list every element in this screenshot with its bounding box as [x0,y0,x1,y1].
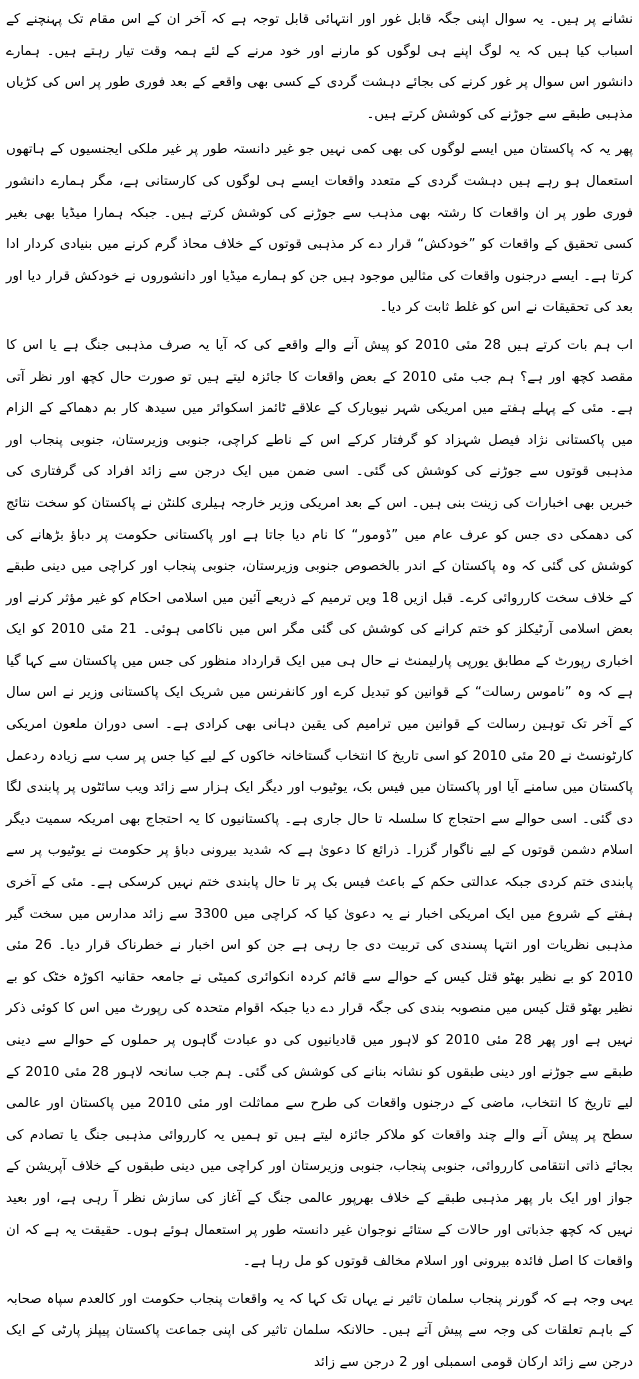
article-paragraph: پھر یہ کہ پاکستان میں ایسے لوگوں کی بھی کمی نہیں جو غیر دانستہ طور پر غیر ملکی ایجنسیوں کے ہاتھوں استعمال ہو رہے ہیں دہشت گردی کے متعدد واقعات ایسے ہی لوگوں کی کارستانی ہے، مگر ہمارے دانشور فوری طور پر ان واقعات کا رشتہ بھی مذہب سے جوڑنے کی کوشش کرتے ہیں۔ جبکہ ہمارا میڈیا بھی بغیر کسی تحقیق کے واقعات کو ”خودکش“ قرار دے کر مذہبی قوتوں کے خلاف محاذ گرم کرنے میں بنیادی کردار ادا کرتا ہے۔ ایسے درجنوں واقعات کی مثالیں موجود ہیں جن کو ہمارے میڈیا اور دانشوروں نے خودکش قرار دیا اور بعد کی تحقیقات نے اس کو غلط ثابت کر دیا۔ [6,142,633,316]
article-paragraph: اب ہم بات کرتے ہیں 28 مئی 2010 کو پیش آنے والے واقعے کی کہ آیا یہ صرف مذہبی جنگ ہے یا اس کا مقصد کچھ اور ہے؟ ہم جب مئی 2010 کے بعض واقعات کا جائزہ لیتے ہیں تو صورت حال کچھ اور نظر آتی ہے۔ مئی کے پہلے ہفتے میں امریکی شہر نیویارک کے علاقے ٹائمز اسکوائر میں سیدھ کار بم دھماکے کے الزام میں پاکستانی نژاد فیصل شہزاد کو گرفتار کرکے اس کے ناطے کراچی، جنوبی وزیرستان، جنوبی پنجاب اور مذہبی قوتوں سے جوڑنے کی کوشش کی گئی۔ اسی ضمن میں ایک درجن سے زائد افراد کی گرفتاری کی خبریں بھی اخبارات کی زینت بنی ہیں۔ اس کے بعد امریکی وزیر خارجہ ہیلری کلنٹن نے پاکستان کو سخت نتائج کی دھمکی دی جس کو عرف عام میں ”ڈومور“ کا نام دیا جاتا ہے اور پاکستانی حکومت پر دباؤ بڑھانے کی کوشش کی گئی کہ وہ پاکستان کے اندر بالخصوص جنوبی وزیرستان، جنوبی پنجاب اور کراچی میں دینی طبقے کے خلاف سخت کارروائی کرے۔ قبل ازیں 18 ویں ترمیم کے ذریعے آئین میں اسلامی احکام کو غیر مؤثر کرنے اور بعض اسلامی آرٹیکلز کو ختم کرانے کی کوشش کی گئی مگر اس میں ناکامی ہوئی۔ 21 مئی 2010 کو ایک اخباری رپورٹ کے مطابق یورپی پارلیمنٹ نے حال ہی میں ایک قرارداد منظور کی جس میں پاکستان سے کہا گیا ہے کہ وہ ”ناموس رسالت“ کے قوانین کو تبدیل کرے اور کانفرنس میں شریک ایک پاکستانی وزیر نے اس سال کے آخر تک توہین رسالت کے قوانین میں ترامیم کی یقین دہانی بھی کرادی ہے۔ اسی دوران ملعون امریکی کارٹونسٹ نے 20 مئی 2010 کو اسی تاریخ کا انتخاب گستاخانہ خاکوں کے لیے کیا جس پر سب سے زیادہ ردعمل پاکستان میں سامنے آیا اور پاکستان میں فیس بک، یوٹیوب اور دیگر ایک ہزار سے زائد ویب سائٹوں پر پابندی لگا دی گئی۔ اسی حوالے سے احتجاج کا سلسلہ تا حال جاری ہے۔ پاکستانیوں کا یہ احتجاج بھی امریکہ سمیت دیگر اسلام دشمن قوتوں کے لیے ناگوار گزرا۔ ذرائع کا دعویٰ ہے کہ شدید بیرونی دباؤ پر حکومت نے یوٹیوب پر سے پابندی ختم کردی جبکہ عدالتی حکم کے باعث فیس بک پر تا حال پابندی ختم نہیں کرسکی ہے۔ مئی کے آخری ہفتے کے شروع میں ایک امریکی اخبار نے یہ دعویٰ کیا کہ کراچی میں 3300 سے زائد مدارس میں سخت گیر مذہبی نظریات اور انتہا پسندی کی تربیت دی جا رہی ہے جن کو اس اخبار نے خطرناک قرار دیا۔ 26 مئی 2010 کو بے نظیر بھٹو قتل کیس کے حوالے سے قائم کردہ انکوائری کمیٹی نے جامعہ حقانیہ اکوڑہ خٹک کو بے نظیر بھٹو قتل کیس میں منصوبہ بندی کی جگہ قرار دے دیا جبکہ اقوام متحدہ کی رپورٹ میں اس کا کوئی ذکر نہیں ہے اور پھر 28 مئی 2010 کو لاہور میں قادیانیوں کی دو عبادت گاہوں پر حملوں کے حوالے سے دینی طبقے سے جوڑنے اور دینی طبقوں کو نشانہ بنانے کی کوشش کی گئی۔ ہم جب سانحہ لاہور 28 مئی 2010 کے لیے تاریخ کا انتخاب، ماضی کے درجنوں واقعات کی طرح سے مماثلت اور مئی 2010 میں پاکستان اور عالمی سطح پر پیش آنے والے چند واقعات کو ملاکر جائزہ لیتے ہیں تو ہمیں یہ کارروائی مذہبی جنگ یا تصادم کی بجائے ذاتی انتقامی کارروائی، جنوبی پنجاب، جنوبی وزیرستان اور کراچی میں دینی طبقوں کے خلاف آپریشن کے جواز اور ایک بار پھر مذہبی طبقے کے خلاف بھرپور عالمی جنگ کے آغاز کی سازش نظر آ رہی ہے، اور بعید نہیں کہ کچھ جذباتی اور حالات کے ستائے نوجوان غیر دانستہ طور پر استعمال ہوئے ہوں۔ حقیقت یہ ہے کہ ان واقعات کا اصل فائدہ بیرونی اور اسلام مخالف قوتوں کو مل رہا ہے۔ [6,337,634,1270]
article-paragraph: نشانے پر ہیں۔ یہ سوال اپنی جگہ قابل غور اور انتہائی قابل توجہ ہے کہ آخر ان کے اس مقام تک پہنچنے کے اسباب کیا ہیں کہ یہ لوگ اپنے ہی لوگوں کو مارنے اور خود مرنے کے لئے ہمہ وقت تیار رہتے ہیں۔ ہمارے دانشور اس سوال پر غور کرنے کی بجائے دہشت گردی کے کسی بھی واقعے کے بعد فوری طور پر اس کی کڑیاں مذہبی طبقے سے جوڑنے کی کوشش کرتے ہیں۔ [6,12,633,122]
article-paragraph: یہی وجہ ہے کہ گورنر پنجاب سلمان تاثیر نے یہاں تک کہا کہ یہ واقعات پنجاب حکومت اور کالعدم سپاہ صحابہ کے باہم تعلقات کی وجہ سے پیش آتے ہیں۔ حالانکہ سلمان تاثیر کی اپنی جماعت پاکستان پیپلز پارٹی کے ایک درجن سے زائد ارکان قومی اسمبلی اور 2 درجن سے زائد [6,1291,633,1370]
